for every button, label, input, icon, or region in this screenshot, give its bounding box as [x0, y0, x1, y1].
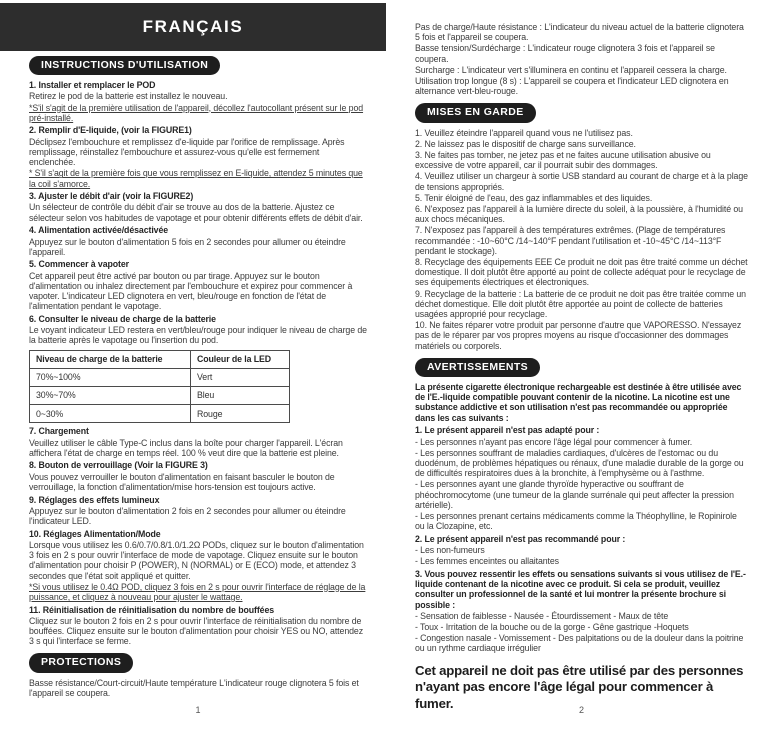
paragraph: - Congestion nasale - Vomissement - Des palpitations ou de la douleur dans la poitrine ou un rythme cardiaque irrégulier: [415, 633, 744, 654]
table-cell: Rouge: [191, 405, 290, 423]
paragraph: La présente cigarette électronique rechargeable est destinée à être utilisée avec de l'E.-liquide compatible pouvant contenir de la nicotine. La nicotine est une substance addictive et son utilisation n'est pas recommandée ou appropriée dans les cas suivants :: [415, 382, 742, 423]
section-badge-label: MISES EN GARDE: [415, 103, 536, 122]
section-heading: 3. Vous pouvez ressentir les effets ou sensations suivants si vous utilisez de l'E.-liquide contenant de la nicotine avec ce produit. Si cela se produit, veuillez consulter un professionnel de la santé et lui montrer la présente brochure si possible :: [415, 568, 746, 610]
table-row: [30, 405, 290, 423]
paragraph: 10. Ne faites réparer votre produit par personne d'autre que VAPORESSO. N'essayez pas de le réparer par vos propres moyens au risque d'occasionner des dommages matériels ou corporels.: [415, 320, 742, 351]
section-badge: [415, 103, 748, 122]
section-heading: 7. Chargement: [29, 426, 89, 437]
section-heading: 11. Réinitialisation de réinitialisation du nombre de bouffées: [29, 604, 275, 615]
paragraph: *Si vous utilisez le 0.4Ω POD, cliquez 3 fois en 2 s pour ouvrir l'interface de réglage de la puissance, et cliquez à nouveau pour ajuster le wattage.: [29, 581, 366, 602]
paragraph: Lorsque vous utilisez les 0.6/0.7/0.8/1.0/1.2Ω PODs, cliquez sur le bouton d'alimentation 3 fois en 2 s pour ouvrir l'interface de mode de vapotage. Cliquez ensuite sur le bouton d'alimentation pour choisir P (POWER), N (NORMAL) or E (ECO) mode, et attendez 3 secondes que l'état soit appliqué et quitter.: [29, 539, 364, 581]
table-cell: Vert: [191, 368, 290, 386]
paragraph: 7. N'exposez pas l'appareil à des températures extrêmes. (Plage de températures recommandée : -10~60°C /14~140°F pendant l'utilisation et -10~45°C /14~113°F pendant le stockage).: [415, 225, 726, 256]
section-heading: 2. Le présent appareil n'est pas recommandé pour :: [415, 533, 626, 544]
section-heading: 3. Ajuster le débit d'air (voir la FIGURE2): [29, 191, 194, 202]
table-header-cell: Niveau de charge de la batterie: [30, 350, 191, 368]
section-heading: 1. Le présent appareil n'est pas adapté pour :: [415, 425, 600, 436]
section-heading: 10. Réglages Alimentation/Mode: [29, 528, 161, 539]
paragraph: Surcharge : L'indicateur vert s'illuminera en continu et l'appareil cessera la charge.: [415, 64, 727, 75]
paragraph: 2. Ne laissez pas le dispositif de charge sans surveillance.: [415, 138, 636, 149]
table-row: [30, 368, 290, 386]
battery-led-table: [29, 350, 290, 424]
paragraph: Pas de charge/Haute résistance : L'indicateur du niveau actuel de la batterie clignotera 5 fois et l'appareil se coupera.: [415, 22, 744, 43]
table-header-row: [30, 350, 290, 368]
paragraph: 1. Veuillez éteindre l'appareil quand vous ne l'utilisez pas.: [415, 127, 633, 138]
section-badge: [29, 56, 367, 75]
section-badge-label: INSTRUCTIONS D'UTILISATION: [29, 56, 220, 75]
paragraph: Cet appareil peut être activé par bouton ou par tirage. Appuyez sur le bouton d'alimentation ou inhalez directement par l'embouchure et expirez pour commencer à vapoter. L'indicateur LED clignotera en vert, bleu/rouge en fonction de l'état de l'alimentation pendant le vapotage.: [29, 270, 353, 312]
paragraph: Déclipsez l'embouchure et remplissez d'e-liquide par l'orifice de remplissage. Après remplissage, réinstallez l'embouchure et assurez-vous qu'elle est fermement enclenchée.: [29, 136, 345, 168]
table-cell: 70%~100%: [30, 368, 191, 386]
paragraph: Vous pouvez verrouiller le bouton d'alimentation en faisant basculer le bouton de verrouillage, la fonction d'alimentation/mise hors-tension est toujours active.: [29, 471, 335, 492]
paragraph: - Les personnes souffrant de maladies cardiaques, d'ulcères de l'estomac ou du duodénum, de problèmes hépatiques ou rénaux, d'une maladie durable de la gorge ou de difficultés respiratoires dues à la bronchite, à l'emphysème ou à l'asthme.: [415, 447, 744, 479]
section-heading: 6. Consulter le niveau de charge de la batterie: [29, 313, 216, 324]
page-header-bar: [0, 3, 386, 51]
page-number-right: 2: [578, 705, 584, 715]
paragraph: - Les femmes enceintes ou allaitantes: [415, 556, 559, 567]
paragraph: - Les personnes ayant une glande thyroïde hyperactive ou souffrant de phéochromocytome (une tumeur de la glande surrénale qui peut affecter la pression artérielle).: [415, 479, 734, 510]
left-page-column: [29, 56, 367, 699]
paragraph: Basse tension/Surdécharge : L'indicateur rouge clignotera 3 fois et l'appareil se coupera.: [415, 43, 715, 64]
paragraph: - Les personnes prenant certains médicaments comme la Théophylline, le Ropinirole ou la Clozapine, etc.: [415, 510, 737, 532]
paragraph: Le voyant indicateur LED restera en vert/bleu/rouge pour indiquer le niveau de charge de la batterie après le vapotage ou l'insertion du pod.: [29, 325, 367, 346]
paragraph: 5. Tenir éloigné de l'eau, des gaz inflammables et des liquides.: [415, 192, 653, 203]
paragraph: Appuyez sur le bouton d'alimentation 5 fois en 2 secondes pour allumer ou éteindre l'appareil.: [29, 236, 346, 257]
paragraph: - Sensation de faiblesse - Nausée - Étourdissement - Maux de tête: [415, 610, 669, 621]
section-heading: 5. Commencer à vapoter: [29, 259, 129, 270]
section-heading: 4. Alimentation activée/désactivée: [29, 225, 169, 236]
paragraph: - Toux - Irritation de la bouche ou de la gorge - Gêne gastrique -Hoquets: [415, 622, 689, 632]
paragraph: 9. Recyclage de la batterie : La batterie de ce produit ne doit pas être traitée comme un déchet domestique. Elle doit plutôt être apportée au point de collecte de batteries usagées approprié pour recyclage.: [415, 288, 746, 320]
page-title: FRANÇAIS: [142, 17, 244, 36]
table-cell: 0~30%: [30, 405, 191, 423]
paragraph: 4. Veuillez utiliser un chargeur à sortie USB standard au courant de charge et à la plage de tensions appropriés.: [415, 171, 748, 192]
section-heading: 9. Réglages des effets lumineux: [29, 494, 160, 505]
paragraph: Cet appareil ne doit pas être utilisé par des personnes n'ayant pas encore l'âge légal pour commencer à fumer.: [415, 662, 744, 711]
section-badge-label: AVERTISSEMENTS: [415, 358, 540, 377]
section-badge-label: PROTECTIONS: [29, 653, 133, 672]
page-number-left: 1: [195, 705, 201, 715]
paragraph: Appuyez sur le bouton d'alimentation 2 fois en 2 secondes pour allumer ou éteindre l'indicateur LED.: [29, 505, 346, 526]
paragraph: Cliquez sur le bouton 2 fois en 2 s pour ouvrir l'interface de réinitialisation du nombre de bouffées. Cliquez ensuite sur le bouton d'alimentation pour choisir YES ou NO, attendez 3 s qui l'interface se ferme.: [29, 615, 363, 647]
paragraph: 3. Ne faites pas tomber, ne jetez pas et ne faites aucune utilisation abusive ou excessive de votre appareil, car il pourrait subir des dommages.: [415, 150, 711, 171]
paragraph: *S'il s'agit de la première utilisation de l'appareil, décollez l'autocollant présent sur le pod pré-installé.: [29, 102, 364, 123]
section-heading: 8. Bouton de verrouillage (Voir la FIGURE 3): [29, 460, 208, 471]
paragraph: Basse résistance/Court-circuit/Haute température L'indicateur rouge clignotera 5 fois et l'appareil se coupera.: [29, 677, 359, 698]
paragraph: Veuillez utiliser le câble Type-C inclus dans la boîte pour charger l'appareil. L'écran affichera l'état de charge en temps réel. 100 % veut dire que la batterie est pleine.: [29, 437, 343, 458]
right-page-column: [415, 22, 748, 713]
paragraph: - Les personnes n'ayant pas encore l'âge légal pour commencer à fumer.: [415, 436, 693, 447]
table-row: [30, 386, 290, 404]
paragraph: Retirez le pod de la batterie est installez le nouveau.: [29, 91, 228, 102]
paragraph: Utilisation trop longue (8 s) : L'appareil se coupera et l'indicateur LED clignotera en alternance vert-bleu-rouge.: [415, 76, 729, 97]
section-badge: [29, 653, 367, 672]
section-badge: [415, 358, 748, 377]
table-header-cell: Couleur de la LED: [191, 350, 290, 368]
paragraph: * S'il s'agit de la première fois que vous remplissez en E-liquide, attendez 5 minutes que la coil s'amorce.: [29, 168, 363, 189]
paragraph: 6. N'exposez pas l'appareil à la lumière directe du soleil, à la poussière, à l'humidité ou aux chocs mécaniques.: [415, 204, 743, 225]
table-cell: 30%~70%: [30, 386, 191, 404]
section-heading: 2. Remplir d'E-liquide, (voir la FIGURE1): [29, 125, 192, 136]
paragraph: Un sélecteur de contrôle du débit d'air se trouve au dos de la batterie. Ajustez ce sélecteur selon vos habitudes de vapotage et pour obtenir différents effets de débit d'air.: [29, 202, 363, 223]
paragraph: 8. Recyclage des équipements EEE Ce produit ne doit pas être traité comme un déchet domestique. Il doit plutôt être apporté au point de collecte adéquat pour le recyclage de ses équipements électriques et électroniques.: [415, 257, 748, 288]
section-heading: 1. Installer et remplacer le POD: [29, 80, 156, 91]
paragraph: - Les non-fumeurs: [415, 545, 485, 556]
table-cell: Bleu: [191, 386, 290, 404]
